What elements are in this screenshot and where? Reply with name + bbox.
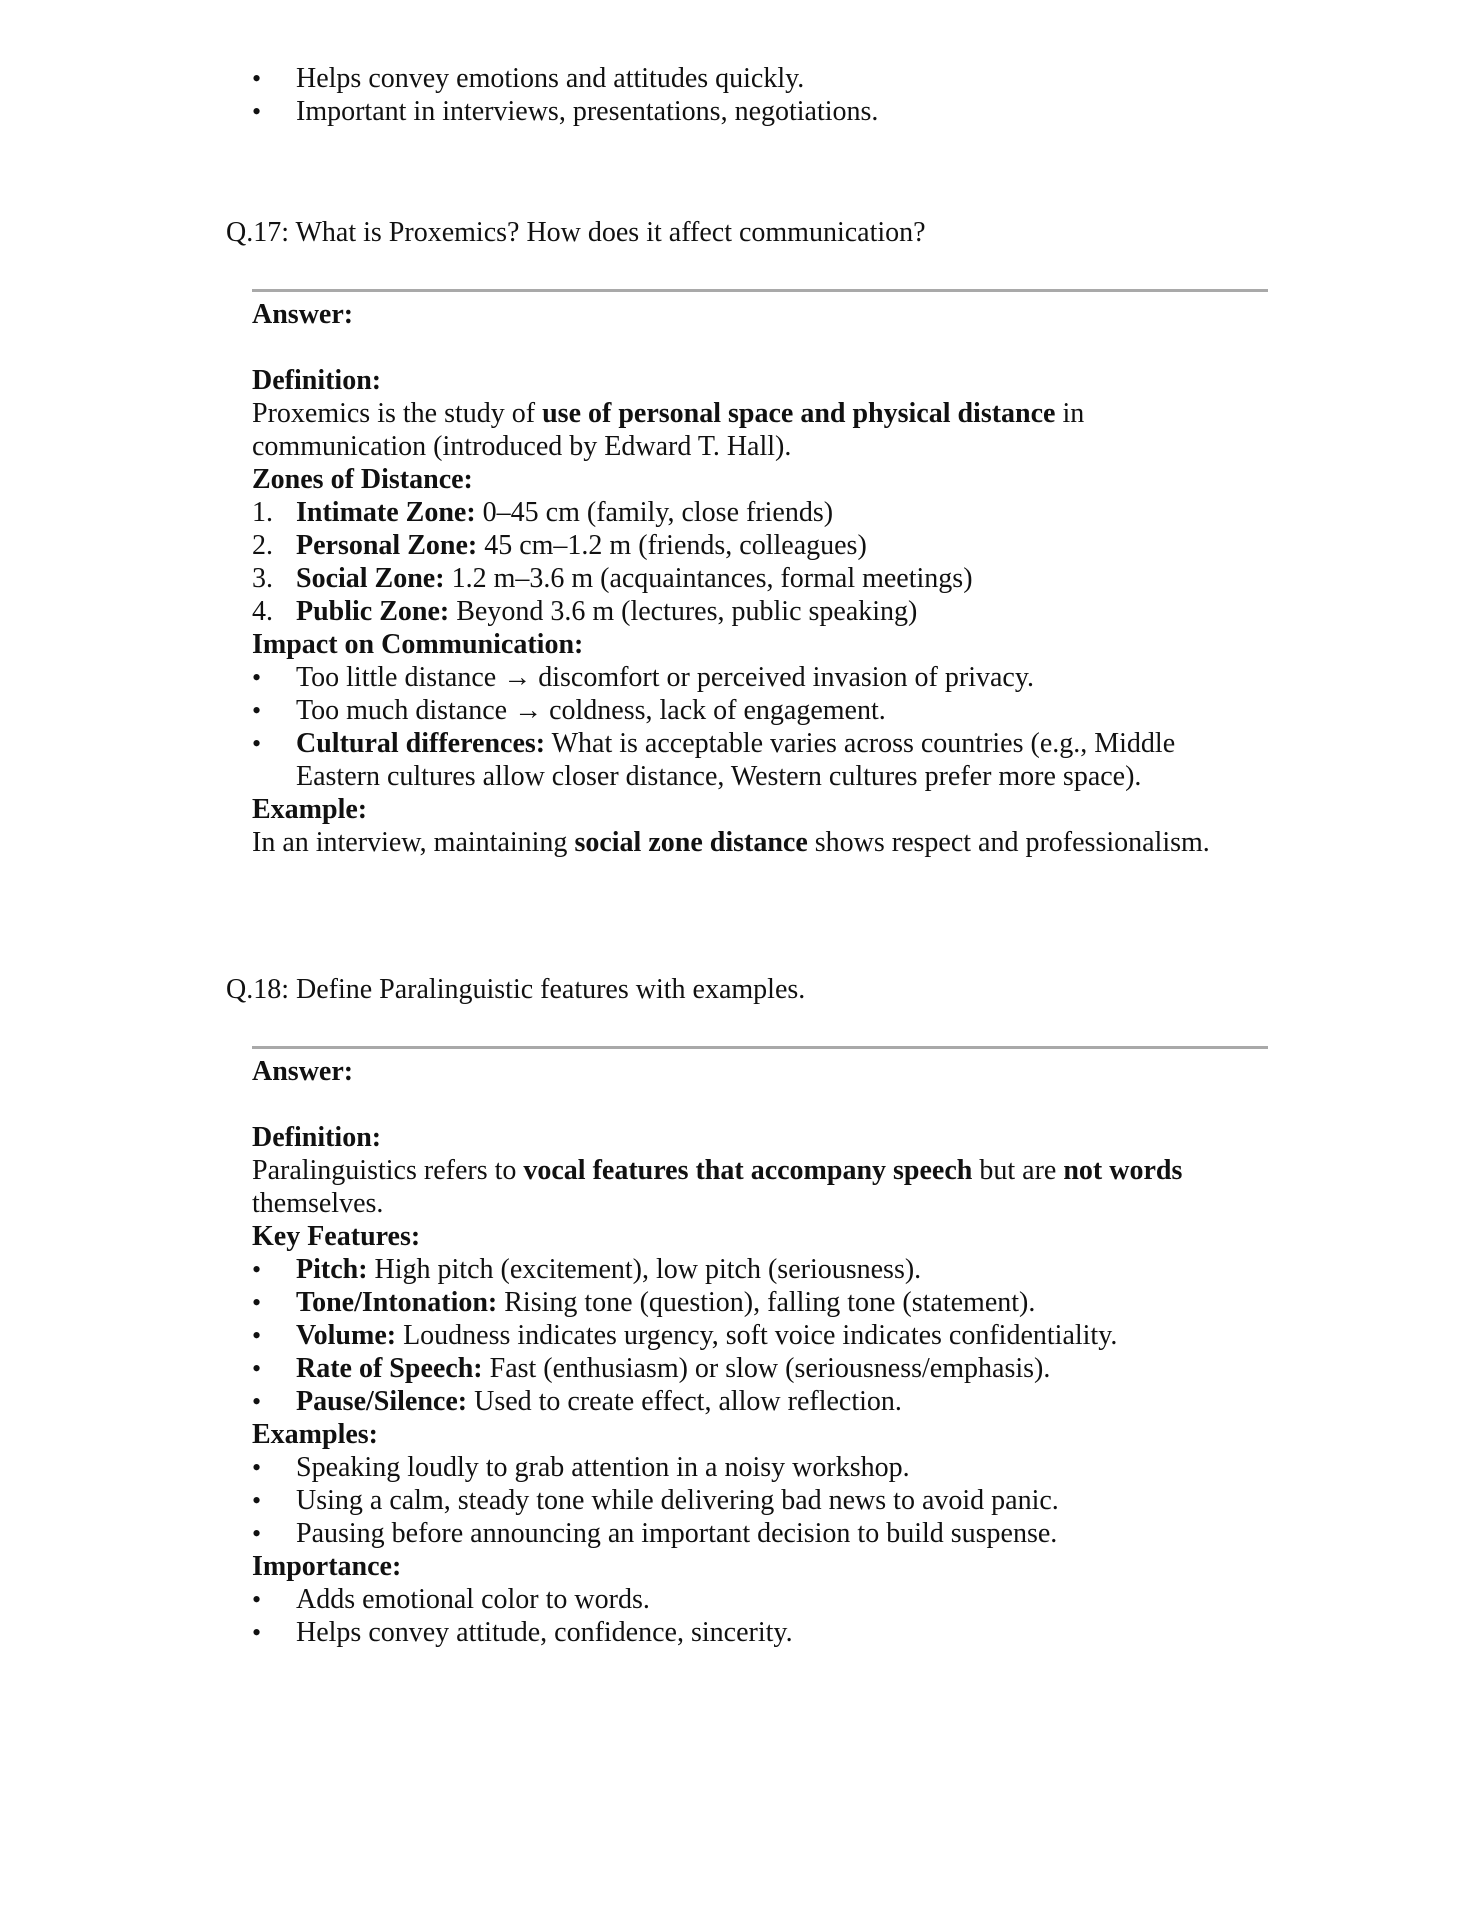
- list-item: • Important in interviews, presentations, negotiations.: [252, 95, 878, 128]
- list-item: 3. Social Zone: 1.2 m–3.6 m (acquaintances, formal meetings): [252, 563, 973, 594]
- list-item: • Using a calm, steady tone while delivering bad news to avoid panic.: [252, 1484, 1182, 1517]
- definition-text-cont: themselves.: [252, 1188, 384, 1219]
- list-item: 2. Personal Zone: 45 cm–1.2 m (friends, colleagues): [252, 530, 867, 561]
- list-item-cont: Eastern cultures allow closer distance, Western cultures prefer more space).: [296, 761, 1142, 792]
- list-item: • Volume: Loudness indicates urgency, soft voice indicates confidentiality.: [252, 1319, 1182, 1352]
- definition-label: Definition:: [252, 365, 382, 396]
- zones-label: Zones of Distance:: [252, 464, 473, 495]
- list-item: 1. Intimate Zone: 0–45 cm (family, close friends): [252, 497, 834, 528]
- impact-label: Impact on Communication:: [252, 629, 584, 660]
- list-item: • Pitch: High pitch (excitement), low pitch (seriousness).: [252, 1253, 1182, 1286]
- answer-18: [252, 1055, 1182, 1649]
- list-item: • Helps convey emotions and attitudes quickly.: [252, 62, 878, 95]
- list-item: • Cultural differences: What is acceptable varies across countries (e.g., Middle: [252, 727, 1210, 760]
- list-item: • Adds emotional color to words.: [252, 1583, 1182, 1616]
- list-item: • Too much distance → coldness, lack of engagement.: [252, 694, 1210, 727]
- divider: [252, 289, 1268, 292]
- answer-label: Answer:: [252, 1056, 354, 1087]
- examples-label: Examples:: [252, 1419, 378, 1450]
- top-bullet-list: [252, 62, 878, 128]
- definition-text: Paralinguistics refers to vocal features that accompany speech but are not words: [252, 1155, 1183, 1186]
- list-item: • Pausing before announcing an important decision to build suspense.: [252, 1517, 1182, 1550]
- importance-label: Importance:: [252, 1551, 402, 1582]
- example-label: Example:: [252, 794, 368, 825]
- definition-text: Proxemics is the study of use of personal space and physical distance in: [252, 398, 1085, 429]
- list-item: • Pause/Silence: Used to create effect, allow reflection.: [252, 1385, 1182, 1418]
- answer-17: [252, 298, 1210, 859]
- divider: [252, 1046, 1268, 1049]
- answer-label: Answer:: [252, 299, 354, 330]
- definition-label: Definition:: [252, 1122, 382, 1153]
- question-17: Q.17: What is Proxemics? How does it affect communication?: [226, 217, 926, 248]
- question-18: Q.18: Define Paralinguistic features with examples.: [226, 974, 806, 1005]
- features-label: Key Features:: [252, 1221, 421, 1252]
- list-item: • Speaking loudly to grab attention in a noisy workshop.: [252, 1451, 1182, 1484]
- definition-text-cont: communication (introduced by Edward T. Hall).: [252, 431, 792, 462]
- list-item: • Tone/Intonation: Rising tone (question), falling tone (statement).: [252, 1286, 1182, 1319]
- list-item: 4. Public Zone: Beyond 3.6 m (lectures, public speaking): [252, 596, 918, 627]
- list-item: • Rate of Speech: Fast (enthusiasm) or slow (seriousness/emphasis).: [252, 1352, 1182, 1385]
- list-item: • Helps convey attitude, confidence, sincerity.: [252, 1616, 1182, 1649]
- example-text: In an interview, maintaining social zone distance shows respect and professionalism.: [252, 827, 1210, 858]
- list-item: • Too little distance → discomfort or perceived invasion of privacy.: [252, 661, 1210, 694]
